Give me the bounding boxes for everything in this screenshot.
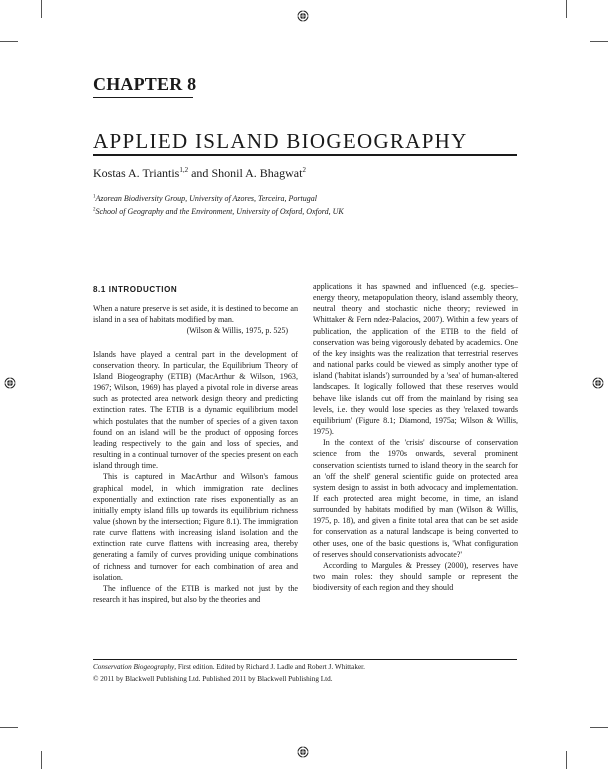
registration-mark-left [4,377,16,389]
affiliation [93,207,344,216]
paragraph: In the context of the 'crisis' discourse of conservation science from the 1970s onwards, several prominent conservation scientists turned to island theory in the search for an 'off the shelf' general scientific guide on protected area system design to assist in both advocacy and implementation. If each protected area might become, in time, an island surrounded by habitats modified by man (Wilson & Willis, 1975, p. 18), and given a finite total area that can be set aside for conservation as a natural landscape is being converted to other uses, one of the basic questions is, 'What configuration of reserves should conservationists advocate?' [313,438,518,559]
copyright-line: © 2011 by Blackwell Publishing Ltd. Published 2011 by Blackwell Publishing Ltd. [93,675,333,683]
paragraph: This is captured in MacArthur and Wilson's famous graphical model, in which immigration rate declines exponentially and extinction rate rises exponentially as an initially empty island fills up towards its equilibrium richness value (shown by the intersection; Figure 8.1). The immigration rate curve flattens with increasing island isolation and the extinction rate curve flattens with increasing area, thereby generating a family of curves providing unique combinations of richness and turnover for each combination of area and isolation. [93,472,298,582]
author-name: Kostas A. Triantis [93,166,180,180]
book-title: Conservation Biogeography [93,663,175,671]
paragraph: Islands have played a central part in the development of conservation theory. In particular, the Equilibrium Theory of Island Biogeography (ETIB) (MacArthur & Wilson, 1963, 1967; Wilson, 1969) has played a pivotal role in diverse areas such as protected area network design theory and predicting extinction rates. The ETIB is a dynamic equilibrium model which postulates that the number of species of a given taxon found on an island will be the product of opposing forces leading respectively to the gain and loss of species, and resulting in a continual turnover of the species present on each island through time. [93,349,298,471]
registration-mark-right [592,377,604,389]
footer-text: , First edition. Edited by Richard J. Ladle and Robert J. Whittaker. [174,663,365,671]
left-column [93,284,298,605]
chapter-rule [93,97,193,98]
author-affiliation-marker: 1,2 [179,166,189,174]
crop-mark [590,727,608,728]
affiliation-marker: 2 [93,207,96,213]
registration-mark-top [297,10,309,22]
crop-mark [566,0,567,18]
crop-mark [41,0,42,18]
epigraph-citation: (Wilson & Willis, 1975, p. 525) [186,326,288,336]
paragraph: According to Margules & Pressey (2000), reserves have two main roles: they should sample or represent the biodiversity of each region and they should [313,560,518,593]
epigraph: When a nature preserve is set aside, it is destined to become an island in a sea of habitats modified by man. [93,304,298,325]
chapter-title: APPLIED ISLAND BIOGEOGRAPHY [93,129,468,153]
footer-line [93,663,365,671]
crop-mark [590,41,608,42]
affiliation-text: Azorean Biodiversity Group, University of Azores, Terceira, Portugal [95,194,317,203]
affiliation-marker: 1 [93,194,96,200]
authors [93,166,306,181]
title-rule [93,154,517,156]
crop-mark [0,41,18,42]
registration-mark-bottom [297,746,309,758]
crop-mark [566,751,567,769]
affiliation [93,194,317,203]
chapter-label: CHAPTER 8 [93,74,197,94]
affiliation-text: School of Geography and the Environment, University of Oxford, Oxford, UK [95,207,344,216]
crop-mark [41,751,42,769]
author-connector: and [188,166,212,180]
author-name: Shonil A. Bhagwat [211,166,303,180]
author-affiliation-marker: 2 [302,166,306,174]
section-heading: 8.1 INTRODUCTION [93,285,178,294]
right-column [313,281,518,593]
paragraph: The influence of the ETIB is marked not just by the research it has inspired, but also by the theories and [93,583,298,605]
paragraph: applications it has spawned and influenced (e.g. species–energy theory, metapopulation theory, island assembly theory, neutral theory and stochastic niche theory; reviewed in Whittaker & Fern ndez-Palacios, 2007). Within a few years of publication, the application of the ETIB to the field of conservation was being vigorously debated by academics. One of the key insights was the realization that terrestrial reserves and national parks could be viewed as simply another type of island ('habitat islands') surrounded by a 'sea' of human-altered landscapes. It logically followed that these reserves would behave like islands cut off from the mainland by rising sea levels, i.e. they would lose species as they 'relaxed towards equilibrium' (Figure 8.1; Diamond, 1975a; Wilson & Willis, 1975). [313,282,518,437]
crop-mark [0,727,18,728]
footer-rule [93,659,517,660]
